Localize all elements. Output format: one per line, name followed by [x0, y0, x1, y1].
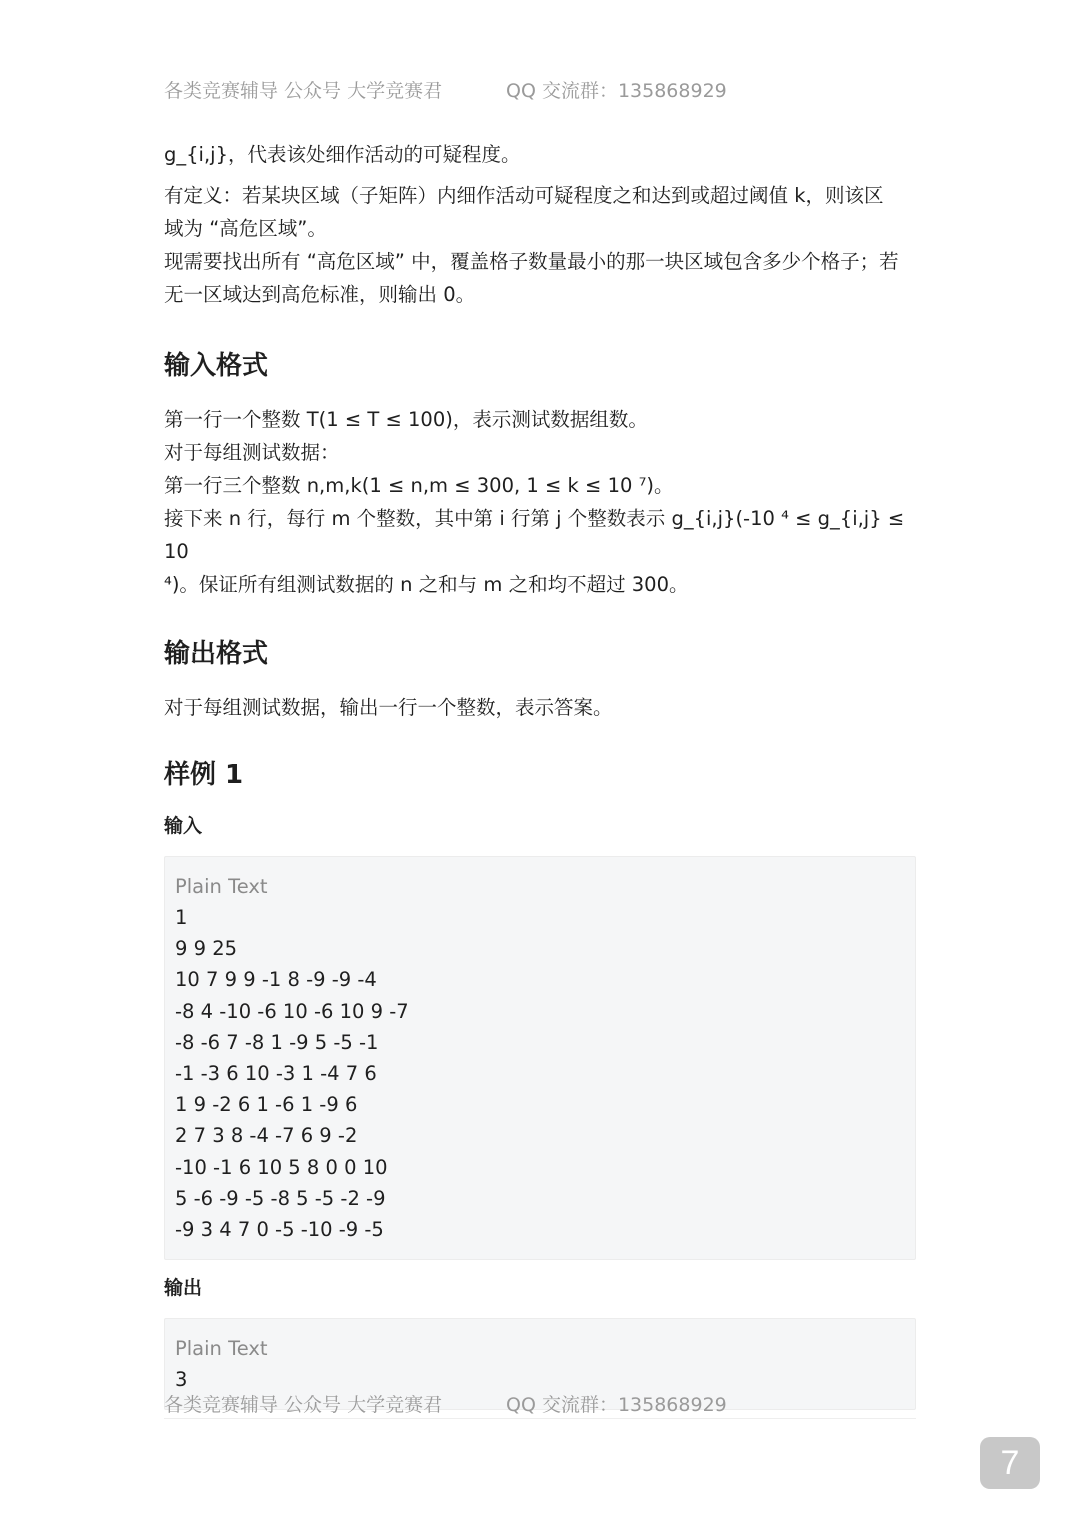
header-qq-group: QQ 交流群：135868929 [506, 80, 727, 102]
sample-output-label: 输出 [164, 1277, 203, 1300]
code-language-label: Plain Text [175, 875, 268, 898]
page-footer [164, 1390, 916, 1419]
document-body [164, 138, 916, 1410]
footer-promo-text: 各类竞赛辅导 公众号 大学竞赛君 [164, 1394, 443, 1416]
sample-heading: 样例 1 [164, 760, 244, 790]
sample-input-label: 输入 [164, 815, 203, 837]
input-format-body [164, 403, 916, 601]
code-line: 10 7 9 9 -1 8 -9 -9 -4 [175, 968, 377, 992]
intro-line: g_{i,j}，代表该处细作活动的可疑程度。 [164, 143, 521, 166]
input-format-line: 接下来 n 行，每行 m 个整数，其中第 i 行第 j 个整数表示 g_{i,j}(-10 ⁴ ≤ g_{i,j} ≤ 10 [164, 507, 905, 563]
footer-qq-group: QQ 交流群：135868929 [506, 1394, 727, 1416]
sample-input-lines [175, 902, 905, 1245]
code-language-label: Plain Text [175, 1337, 268, 1361]
sample-input-codeblock [164, 856, 916, 1260]
code-line: -1 -3 6 10 -3 1 -4 7 6 [175, 1062, 377, 1086]
code-line: -8 -6 7 -8 1 -9 5 -5 -1 [175, 1030, 379, 1054]
code-line: 1 [175, 906, 188, 929]
intro-line: 有定义：若某块区域（子矩阵）内细作活动可疑程度之和达到或超过阈值 k，则该区 [164, 184, 884, 207]
code-line: -10 -1 6 10 5 8 0 0 10 [175, 1155, 388, 1179]
code-line: 2 7 3 8 -4 -7 6 9 -2 [175, 1124, 358, 1148]
page-number-badge: 7 [980, 1437, 1040, 1489]
output-format-heading: 输出格式 [164, 639, 269, 669]
intro-line: 现需要找出所有 “高危区域” 中，覆盖格子数量最小的那一块区域包含多少个格子；若 [164, 250, 899, 273]
intro-line: 域为 “高危区域”。 [164, 217, 327, 240]
input-format-line: 第一行一个整数 T(1 ≤ T ≤ 100)，表示测试数据组数。 [164, 408, 648, 431]
page-header [164, 76, 924, 104]
code-line: 1 9 -2 6 1 -6 1 -9 6 [175, 1093, 358, 1117]
input-format-heading: 输入格式 [164, 351, 269, 381]
code-line: -8 4 -10 -6 10 -6 10 9 -7 [175, 999, 409, 1023]
input-format-line: 第一行三个整数 n,m,k(1 ≤ n,m ≤ 300, 1 ≤ k ≤ 10 ⁷)。 [164, 474, 674, 497]
input-format-line: ⁴)。保证所有组测试数据的 n 之和与 m 之和均不超过 300。 [164, 573, 689, 596]
code-line: 3 [175, 1368, 188, 1392]
output-format-line: 对于每组测试数据，输出一行一个整数，表示答案。 [164, 696, 613, 719]
header-promo-text: 各类竞赛辅导 公众号 大学竞赛君 [164, 80, 443, 102]
intro-line: 无一区域达到高危标准，则输出 0。 [164, 283, 476, 306]
input-format-line: 对于每组测试数据： [164, 441, 340, 464]
code-line: 9 9 25 [175, 937, 238, 961]
problem-description [164, 138, 916, 311]
code-line: -9 3 4 7 0 -5 -10 -9 -5 [175, 1218, 384, 1242]
code-line: 5 -6 -9 -5 -8 5 -5 -2 -9 [175, 1186, 386, 1210]
